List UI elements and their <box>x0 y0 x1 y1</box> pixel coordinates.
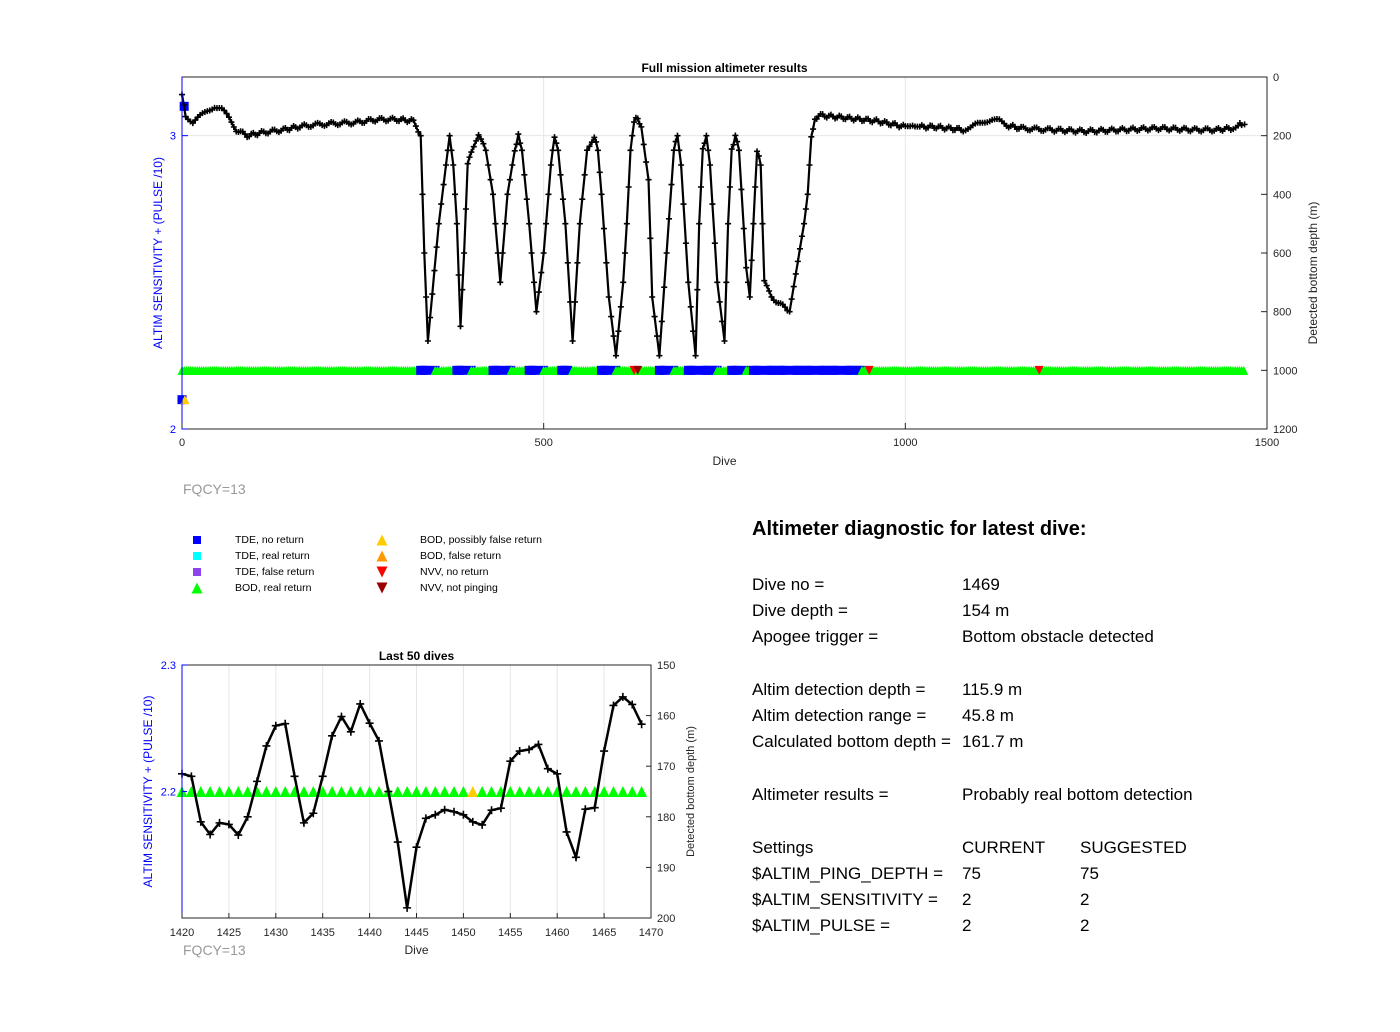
depth-point <box>534 740 542 748</box>
depth-point <box>413 843 421 851</box>
legend-label: NVV, no return <box>420 566 489 578</box>
status-marker <box>223 786 234 797</box>
depth-point <box>469 818 477 826</box>
status-marker <box>308 786 319 797</box>
legend-swatch <box>193 552 201 560</box>
setting-label: $ALTIM_PING_DEPTH = <box>752 864 943 883</box>
status-marker <box>205 786 216 797</box>
depth-point <box>206 831 214 839</box>
depth-point <box>272 722 280 730</box>
diag-value: Probably real bottom detection <box>962 785 1193 804</box>
depth-point <box>516 747 524 755</box>
legend-label: TDE, false return <box>235 566 315 578</box>
status-marker <box>422 366 431 375</box>
status-marker <box>177 786 188 797</box>
depth-point <box>488 806 496 814</box>
legend-item <box>370 582 498 594</box>
depth-point <box>497 804 505 812</box>
status-marker <box>755 366 764 375</box>
depth-point <box>563 828 571 836</box>
depth-point <box>253 777 261 785</box>
depth-point <box>328 732 336 740</box>
y-left-axis-label: ALTIM SENSITIVITY + (PULSE /10) <box>151 157 165 349</box>
status-marker <box>486 786 497 797</box>
legend-swatch <box>377 567 388 578</box>
status-marker <box>364 786 375 797</box>
status-marker <box>242 786 253 797</box>
status-marker <box>542 786 553 797</box>
depth-point <box>281 720 289 728</box>
x-tick-label: 1450 <box>451 927 476 939</box>
triangle-up-icon <box>370 534 420 546</box>
setting-current: 75 <box>962 864 981 883</box>
full-mission-chart <box>0 0 1400 480</box>
x-tick-label: 1440 <box>357 927 382 939</box>
depth-point <box>628 700 636 708</box>
x-tick-label: 1000 <box>893 437 918 449</box>
y-right-tick-label: 160 <box>657 710 676 723</box>
status-marker <box>383 786 394 797</box>
depth-point <box>450 808 458 816</box>
x-tick-label: 1470 <box>638 927 664 939</box>
status-marker <box>327 786 338 797</box>
setting-suggested: 75 <box>1080 864 1099 883</box>
depth-point <box>375 737 383 745</box>
diag-value: 1469 <box>962 575 1000 594</box>
depth-point <box>300 819 308 827</box>
triangle-down-icon <box>370 566 420 578</box>
legend-item <box>185 550 310 562</box>
status-marker <box>807 366 816 375</box>
status-marker <box>345 786 356 797</box>
fqcy-label-top: FQCY=13 <box>183 481 246 497</box>
status-marker <box>420 786 431 797</box>
depth-point <box>394 838 402 846</box>
status-marker <box>289 786 300 797</box>
depth-point <box>422 814 430 822</box>
depth-point <box>291 772 299 780</box>
depth-point <box>309 809 317 817</box>
legend-item <box>370 566 489 578</box>
legend-item <box>370 534 542 546</box>
status-marker <box>402 786 413 797</box>
status-marker <box>514 786 525 797</box>
depth-point <box>356 700 364 708</box>
square-marker-icon <box>185 550 235 562</box>
y-right-tick-label: 1200 <box>1273 424 1298 436</box>
y-right-tick-label: 170 <box>657 761 676 774</box>
diag-value: 115.9 m <box>962 680 1023 699</box>
status-marker <box>580 786 591 797</box>
legend-swatch <box>377 551 388 562</box>
setting-current: 2 <box>962 916 972 935</box>
depth-point <box>581 805 589 813</box>
legend-label: BOD, real return <box>235 582 312 594</box>
depth-point <box>600 747 608 755</box>
depth-point <box>244 813 252 821</box>
status-marker <box>524 786 535 797</box>
x-axis-label: Dive <box>712 454 737 468</box>
status-marker <box>589 786 600 797</box>
chart-title: Last 50 dives <box>378 649 455 663</box>
y-left-tick-label: 2.2 <box>160 786 176 799</box>
legend-swatch <box>192 583 203 594</box>
depth-point <box>319 772 327 780</box>
legend-item <box>185 534 304 546</box>
status-marker <box>617 786 628 797</box>
triangle-down-icon <box>370 582 420 594</box>
depth-point <box>591 804 599 812</box>
legend-label: TDE, no return <box>235 534 304 546</box>
depth-point <box>441 806 449 814</box>
status-marker <box>298 786 309 797</box>
status-marker <box>392 786 403 797</box>
x-tick-label: 1445 <box>404 927 429 939</box>
x-tick-label: 1435 <box>310 927 335 939</box>
diag-label: Apogee trigger = <box>752 627 879 646</box>
status-marker <box>494 366 503 375</box>
diag-label: Altimeter results = <box>752 785 889 804</box>
legend-label: TDE, real return <box>235 550 310 562</box>
depth-point <box>431 811 439 819</box>
y-right-tick-label: 600 <box>1273 248 1292 260</box>
y-right-axis-label: Detected bottom depth (m) <box>1306 201 1320 345</box>
y-left-tick-label: 2 <box>169 424 176 436</box>
status-marker <box>530 366 539 375</box>
status-marker <box>186 786 197 797</box>
diag-value: 45.8 m <box>962 706 1014 725</box>
legend-item <box>185 566 314 578</box>
setting-label: $ALTIM_SENSITIVITY = <box>752 890 938 909</box>
depth-point <box>337 713 345 721</box>
legend-swatch <box>193 568 201 576</box>
status-marker <box>561 786 572 797</box>
x-tick-label: 1500 <box>1254 437 1280 449</box>
y-left-tick-label: 2.3 <box>160 660 176 672</box>
x-tick-label: 1425 <box>216 927 242 939</box>
depth-point <box>459 811 467 819</box>
status-marker <box>505 786 516 797</box>
x-tick-label: 1430 <box>263 927 289 939</box>
axes-box <box>182 665 651 918</box>
square-marker-icon <box>185 566 235 578</box>
diag-label: Altim detection depth = <box>752 680 926 699</box>
setting-suggested: 2 <box>1080 916 1090 935</box>
x-tick-label: 500 <box>534 437 553 449</box>
x-tick-label: 1465 <box>591 927 617 939</box>
depth-point <box>609 701 617 709</box>
depth-point <box>366 719 374 727</box>
legend-label: BOD, false return <box>420 550 502 562</box>
depth-point <box>187 772 195 780</box>
chart-title: Full mission altimeter results <box>641 61 808 75</box>
status-marker <box>599 786 610 797</box>
x-tick-label: 1460 <box>544 927 570 939</box>
setting-suggested: 2 <box>1080 890 1090 909</box>
depth-point <box>384 788 392 796</box>
square-marker-icon <box>185 534 235 546</box>
triangle-up-icon <box>185 582 235 594</box>
status-marker <box>336 786 347 797</box>
depth-point <box>572 853 580 861</box>
status-marker <box>467 786 478 797</box>
settings-header-suggested: SUGGESTED <box>1080 838 1187 857</box>
status-marker <box>570 786 581 797</box>
depth-point <box>478 821 486 829</box>
x-tick-label: 1420 <box>169 927 195 939</box>
settings-header-label: Settings <box>752 838 814 857</box>
legend-label: NVV, not pinging <box>420 582 498 594</box>
status-marker <box>608 786 619 797</box>
depth-point <box>262 742 270 750</box>
x-tick-label: 1455 <box>498 927 523 939</box>
setting-current: 2 <box>962 890 972 909</box>
status-marker <box>439 786 450 797</box>
status-marker <box>449 786 460 797</box>
depth-point <box>506 757 514 765</box>
legend-item <box>185 582 311 594</box>
legend-label: BOD, possibly false return <box>420 534 542 546</box>
status-marker <box>781 366 790 375</box>
depth-point <box>553 770 561 778</box>
status-marker <box>280 786 291 797</box>
legend-item <box>370 550 501 562</box>
status-marker <box>690 366 699 375</box>
depth-point <box>225 820 233 828</box>
status-marker <box>430 786 441 797</box>
status-marker <box>458 366 467 375</box>
diag-label: Calculated bottom depth = <box>752 732 951 751</box>
status-marker <box>411 786 422 797</box>
depth-series-line <box>182 697 642 908</box>
status-marker <box>733 366 742 375</box>
depth-point <box>403 904 411 912</box>
x-tick-label: 0 <box>178 437 186 449</box>
y-right-tick-label: 150 <box>657 660 676 672</box>
depth-point <box>638 720 646 728</box>
diag-label: Altim detection range = <box>752 706 927 725</box>
status-marker <box>252 786 263 797</box>
status-marker <box>636 786 647 797</box>
y-right-tick-label: 400 <box>1273 189 1292 202</box>
status-marker <box>373 786 384 797</box>
legend <box>185 534 605 604</box>
status-marker <box>458 786 469 797</box>
status-marker <box>833 366 842 375</box>
y-right-tick-label: 200 <box>657 913 676 925</box>
x-axis-label: Dive <box>404 943 429 957</box>
y-left-axis-label: ALTIM SENSITIVITY + (PULSE /10) <box>141 695 155 888</box>
status-marker <box>261 786 272 797</box>
diagnostic-title: Altimeter diagnostic for latest dive: <box>752 518 1087 540</box>
legend-swatch <box>377 535 388 546</box>
status-marker <box>661 366 670 375</box>
y-left-tick-label: 3 <box>169 130 176 143</box>
y-right-tick-label: 190 <box>657 862 676 875</box>
diag-value: 154 m <box>962 601 1010 620</box>
diag-label: Dive depth = <box>752 601 848 620</box>
status-marker <box>214 786 225 797</box>
legend-swatch <box>193 536 201 544</box>
status-marker <box>270 786 281 797</box>
y-right-tick-label: 1000 <box>1273 365 1298 378</box>
status-marker <box>355 786 366 797</box>
status-marker <box>233 786 244 797</box>
status-marker <box>533 786 544 797</box>
y-right-tick-label: 200 <box>1273 130 1292 143</box>
depth-point <box>619 693 627 701</box>
diag-label: Dive no = <box>752 575 825 594</box>
depth-point <box>234 831 242 839</box>
depth-point <box>197 818 205 826</box>
y-right-tick-label: 0 <box>1273 72 1280 84</box>
depth-point <box>178 770 186 778</box>
legend-swatch <box>377 583 388 594</box>
status-marker <box>317 786 328 797</box>
depth-point <box>544 765 552 773</box>
diag-value: Bottom obstacle detected <box>962 627 1154 646</box>
diag-value: 161.7 m <box>962 732 1024 751</box>
depth-point <box>216 819 224 827</box>
status-marker <box>495 786 506 797</box>
status-marker <box>195 786 206 797</box>
status-marker <box>627 786 638 797</box>
depth-point <box>347 728 355 736</box>
status-marker <box>603 366 612 375</box>
y-right-tick-label: 180 <box>657 811 676 824</box>
triangle-up-icon <box>370 550 420 562</box>
y-right-axis-label: Detected bottom depth (m) <box>685 726 697 857</box>
setting-label: $ALTIM_PULSE = <box>752 916 891 935</box>
fqcy-label-bottom: FQCY=13 <box>183 942 246 958</box>
status-marker <box>552 786 563 797</box>
settings-header-current: CURRENT <box>962 838 1046 857</box>
depth-point <box>525 746 533 754</box>
y-right-tick-label: 800 <box>1273 306 1292 319</box>
diagnostic-panel <box>752 518 1372 958</box>
status-marker <box>477 786 488 797</box>
